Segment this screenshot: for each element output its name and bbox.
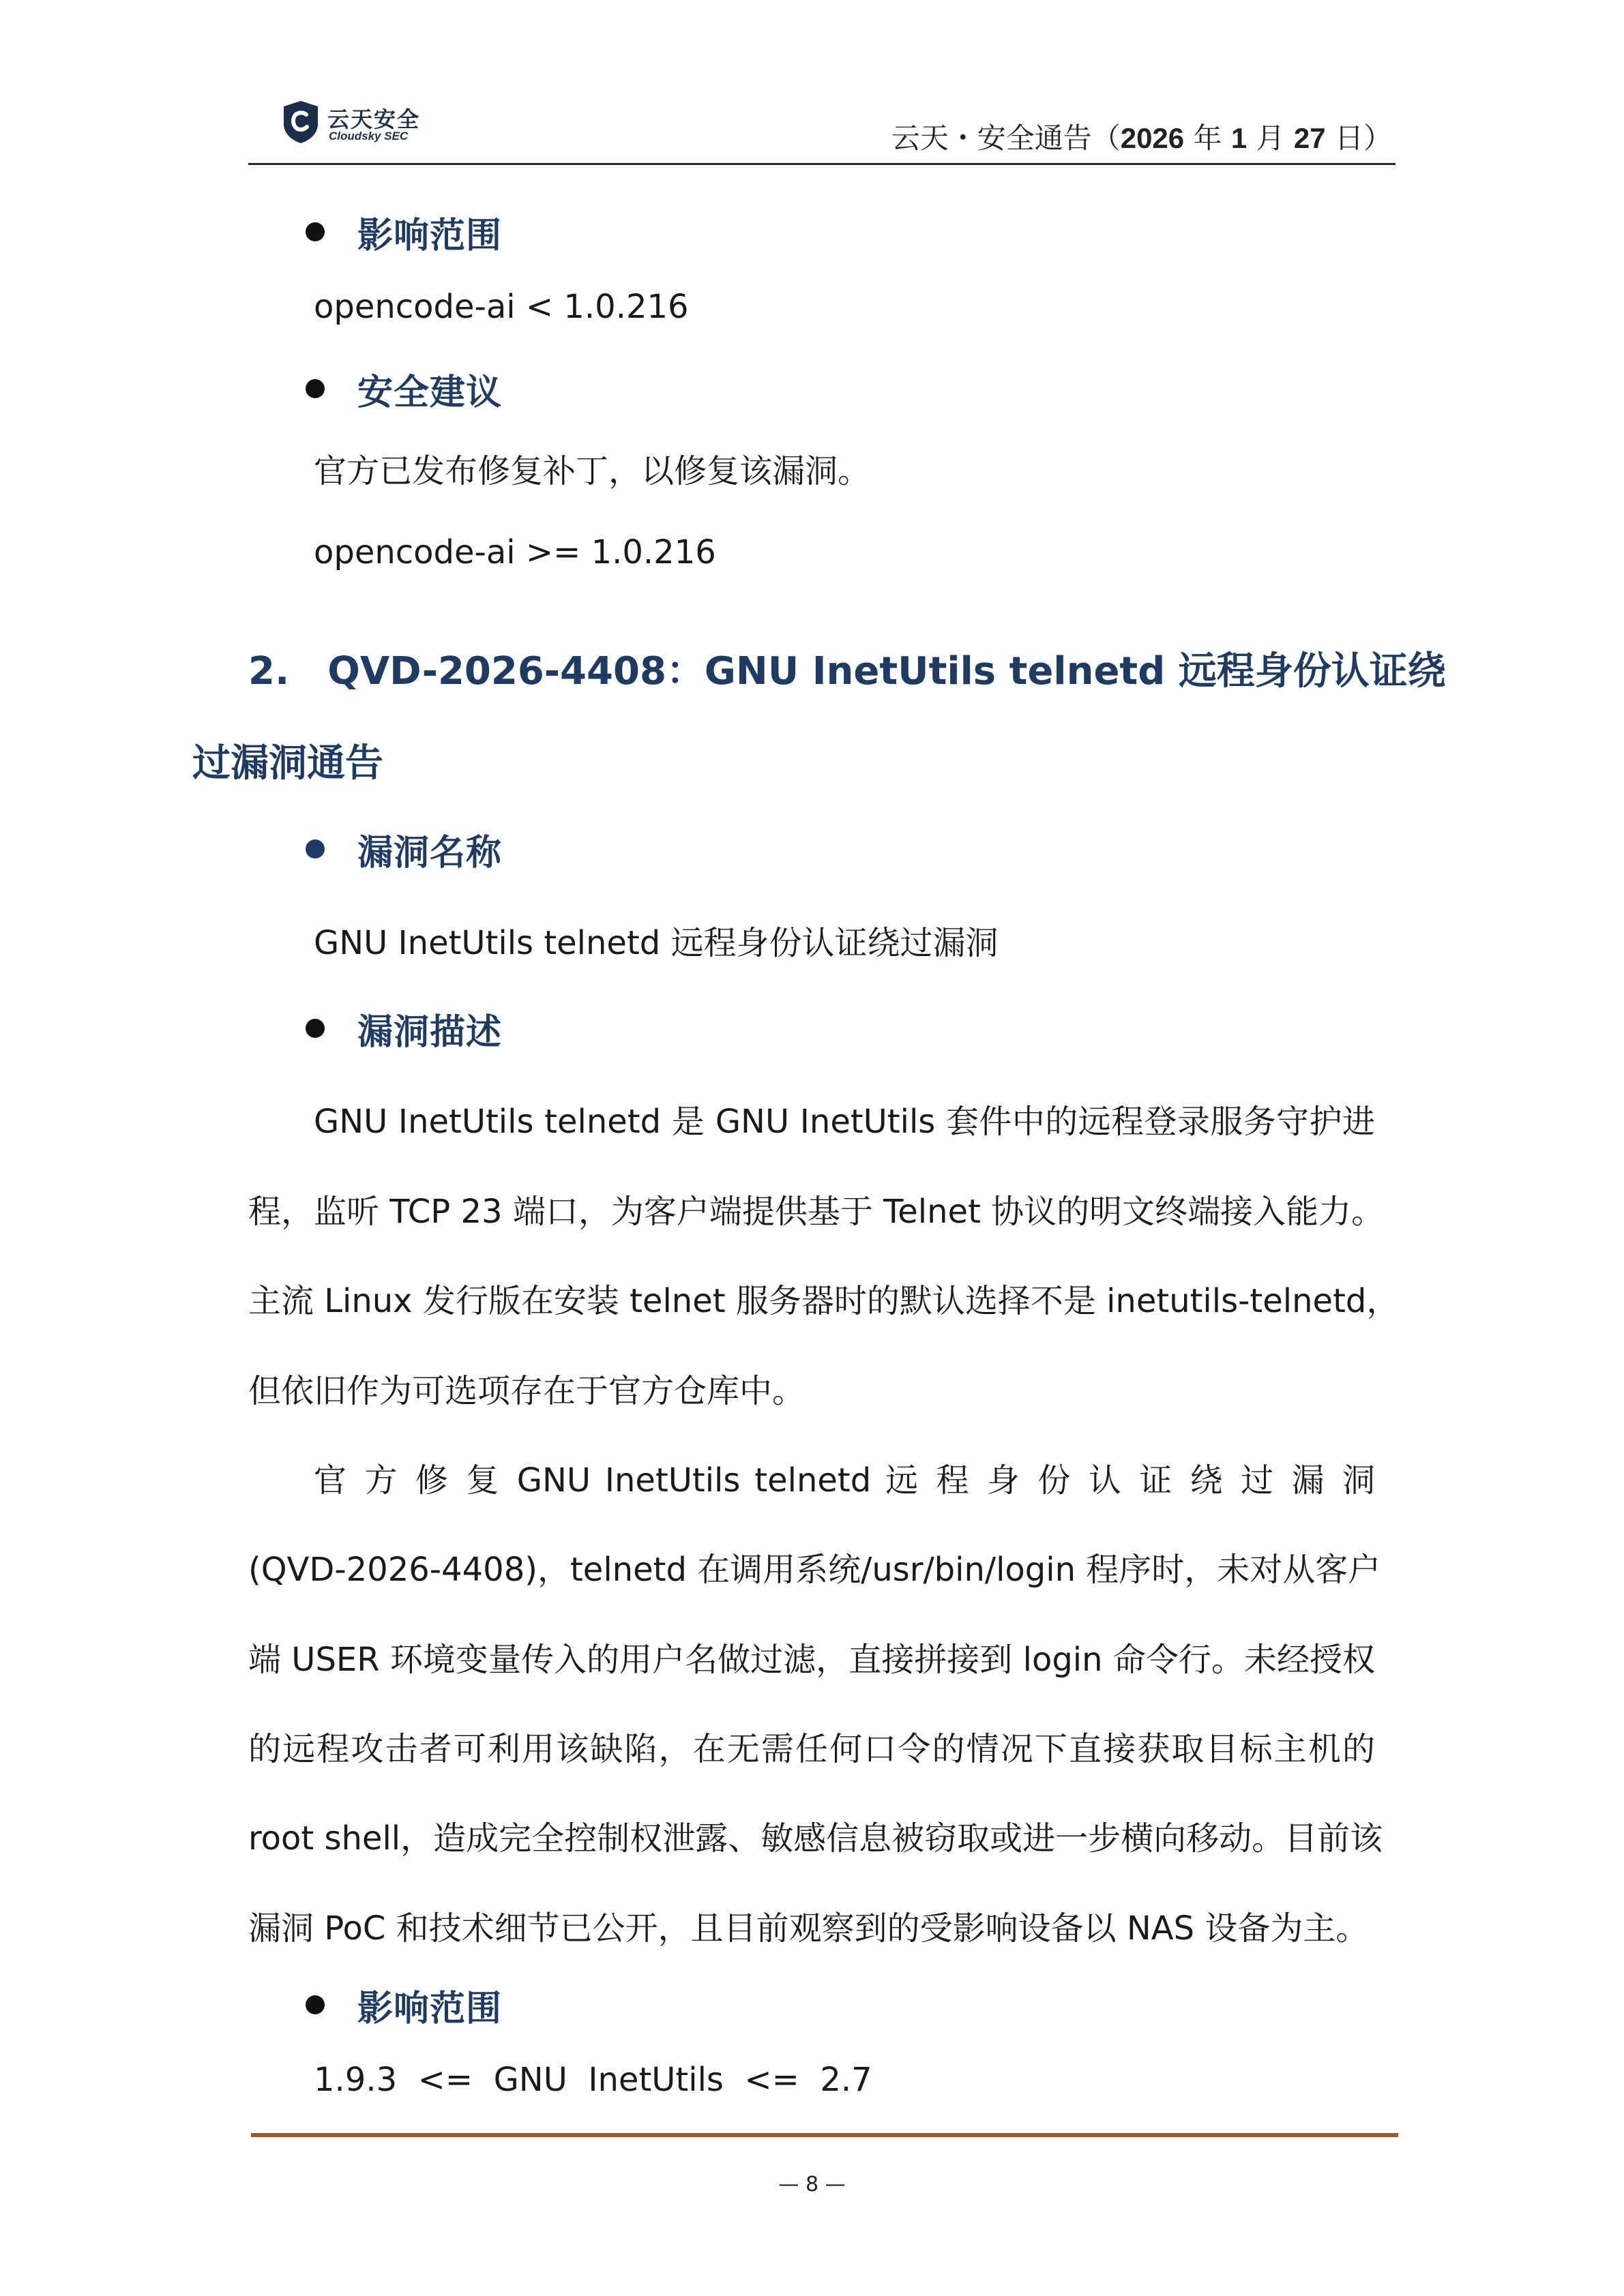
header-day: 27 [1293, 122, 1326, 154]
logo-text-cn: 云天安全 [327, 106, 421, 132]
desc-para2-line: 端 USER 环境变量传入的用户名做过滤，直接拼接到 login 命令行。未经授权 [248, 1641, 1375, 1679]
logo [281, 100, 445, 149]
desc-para1-line: 主流 Linux 发行版在安装 telnet 服务器时的默认选择不是 inetutils-telnetd， [248, 1282, 1400, 1320]
bullet-dot [306, 1995, 325, 2014]
page-number: — 8 — [778, 2173, 846, 2196]
section-heading-continued: 过漏洞通告 [192, 741, 383, 786]
bullet-dot [306, 839, 325, 859]
bullet-impact-2 [306, 1981, 502, 2029]
desc-para1-line: 但依旧作为可选项存在于官方仓库中。 [248, 1372, 806, 1410]
bullet-impact-1 [306, 208, 502, 256]
bullet-dot [306, 1019, 325, 1038]
desc-para2-line: 的远程攻击者可利用该缺陷，在无需任何口令的情况下直接获取目标主机的 [248, 1730, 1375, 1768]
bullet-heading: 影响范围 [357, 215, 503, 256]
desc-para2-line: 官 方 修 复 GNU InetUtils telnetd 远 程 身 份 认 证 绕 过 漏 洞 [314, 1461, 1375, 1500]
logo-text-en: Cloudsky SEC [329, 130, 409, 143]
bullet-dot [306, 222, 325, 241]
bullet-dot [306, 379, 325, 398]
bullet-heading: 漏洞名称 [357, 832, 503, 874]
vuln-name-value: GNU InetUtils telnetd 远程身份认证绕过漏洞 [314, 924, 999, 962]
bullet-advice [306, 365, 502, 413]
desc-para1-line: 程，监听 TCP 23 端口，为客户端提供基于 Telnet 协议的明文终端接入能力。 [248, 1193, 1385, 1231]
header-day-unit: 日） [1325, 121, 1392, 155]
desc-para1-line: GNU InetUtils telnetd 是 GNU InetUtils 套件中的远程登录服务守护进 [314, 1103, 1375, 1141]
header-year-unit: 年 [1184, 121, 1231, 155]
header-title-prefix: 云天・安全通告（ [891, 121, 1121, 155]
advice-text: 官方已发布修复补丁，以修复该漏洞。 [314, 452, 871, 490]
bullet-heading: 安全建议 [357, 372, 503, 413]
footer-divider [251, 2133, 1398, 2137]
shield-logo-icon [281, 100, 321, 145]
impact-value-2: 1.9.3 <= GNU InetUtils <= 2.7 [314, 2061, 872, 2099]
bullet-heading: 影响范围 [357, 1988, 503, 2029]
desc-para2-line: (QVD-2026-4408)，telnetd 在调用系统/usr/bin/login 程序时，未对从客户 [248, 1551, 1381, 1589]
bullet-vuln-desc [306, 1004, 502, 1052]
impact-value-1: opencode-ai < 1.0.216 [314, 288, 689, 326]
header-month: 1 [1230, 122, 1247, 154]
bullet-heading: 漏洞描述 [357, 1011, 503, 1053]
header-divider [248, 163, 1396, 165]
desc-para2-line: root shell，造成完全控制权泄露、敏感信息被窃取或进一步横向移动。目前该 [248, 1819, 1383, 1858]
header-month-unit: 月 [1247, 121, 1294, 155]
desc-para2-line: 漏洞 PoC 和技术细节已公开，且目前观察到的受影响设备以 NAS 设备为主。 [248, 1909, 1369, 1948]
bullet-vuln-name [306, 825, 502, 873]
header-title [891, 116, 1392, 157]
header-year: 2026 [1120, 122, 1185, 154]
advice-version: opencode-ai >= 1.0.216 [314, 533, 716, 571]
section-heading: 2. QVD-2026-4408：GNU InetUtils telnetd 远程身份认证绕 [248, 649, 1446, 694]
